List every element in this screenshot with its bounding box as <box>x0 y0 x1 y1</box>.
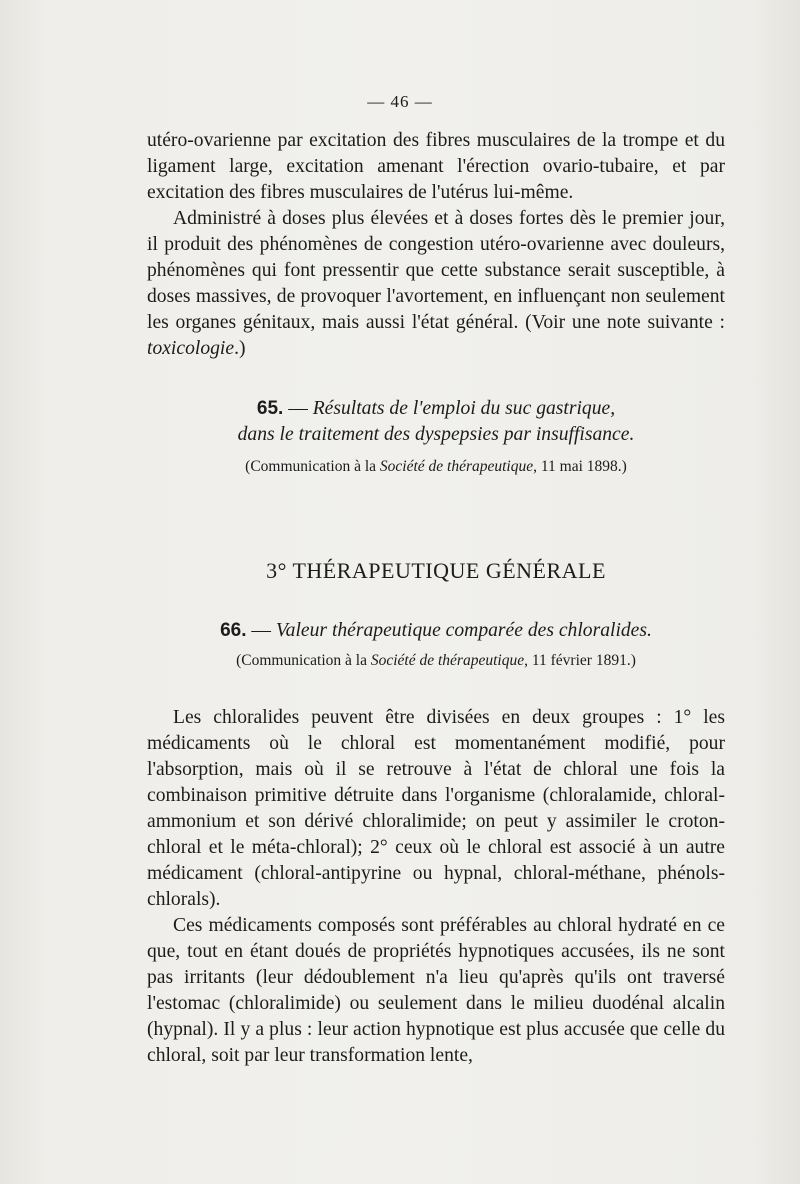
top-paragraphs <box>147 128 725 362</box>
item-66-title: Valeur thérapeutique comparée des chloralides. <box>275 620 652 641</box>
paragraph-dosage <box>147 206 725 362</box>
item-65-title-line1: Résultats de l'emploi du suc gastrique, <box>312 398 616 419</box>
item-65-number: 65. <box>256 398 284 419</box>
item-65-communication <box>147 456 725 478</box>
toxicology-reference: toxicologie <box>147 338 235 359</box>
paragraph-continuation: utéro-ovarienne par excitation des fibres musculaires de la trompe et du ligament large, excitation amenant l'érection ovario-tubaire, et par excitation des fibres musculaires de l'utérus lui-même. <box>147 130 725 203</box>
paragraph-dosage-end: .) <box>234 338 246 359</box>
item-66-comm-date: , 11 février 1891.) <box>524 652 636 669</box>
item-66-dash: — <box>246 620 276 641</box>
paragraph-chloralides-groups: Les chloralides peuvent être divisées en deux groupes : 1° les médicaments où le chloral est momentanément modifié, pour l'absorption, mais où il se retrouve à l'état de chloral une fois la combinaison primitive détruite dans l'organisme (chloralamide, chloral-ammonium et son dérivé chloralimide; on peut y assimiler le croton-chloral et le méta-chloral); 2° ceux où le chloral est associé à un autre médicament (chloral-antipyrine ou hypnal, chloral-méthane, phénols-chlorals). <box>147 707 725 910</box>
bottom-paragraphs <box>147 705 725 1069</box>
item-65-comm-date: , 11 mai 1898.) <box>533 458 627 475</box>
item-65-title-line2: dans le traitement des dyspepsies par insuffisance. <box>237 424 635 445</box>
paragraph-dosage-text: Administré à doses plus élevées et à doses fortes dès le premier jour, il produit des phénomènes de congestion utéro-ovarienne avec douleurs, phénomènes qui font pressentir que cette substance serait susceptible, à doses massives, de provoquer l'avortement, en influençant non seulement les organes génitaux, mais aussi l'état général. (Voir une note suivante : <box>147 208 725 333</box>
paragraph-composed-medications: Ces médicaments composés sont préférables au chloral hydraté en ce que, tout en étant doués de propriétés hypnotiques accusées, ils ne sont pas irritants (leur dédoublement n'a lieu qu'après qu'ils ont traversé l'estomac (chloralimide) ou seulement dans le milieu duodénal alcalin (hypnal). Il y a plus : leur action hypnotique est plus accusée que celle du chloral, soit par leur transformation lente, <box>147 915 725 1066</box>
item-66-comm-society: Société de thérapeutique <box>370 652 525 669</box>
page-number: — 46 — <box>367 92 433 111</box>
item-65-line1 <box>147 396 725 422</box>
item-66-heading <box>147 618 725 644</box>
item-66-communication <box>147 650 725 672</box>
item-66-comm-prefix: (Communication à la <box>236 652 371 669</box>
section-title: 3° THÉRAPEUTIQUE GÉNÉRALE <box>266 558 606 583</box>
item-65-dash: — <box>283 398 313 419</box>
item-66-number: 66. <box>220 620 247 641</box>
item-65-comm-society: Société de thérapeutique <box>379 458 534 475</box>
item-65-heading <box>147 396 725 448</box>
item-65-comm-prefix: (Communication à la <box>245 458 380 475</box>
